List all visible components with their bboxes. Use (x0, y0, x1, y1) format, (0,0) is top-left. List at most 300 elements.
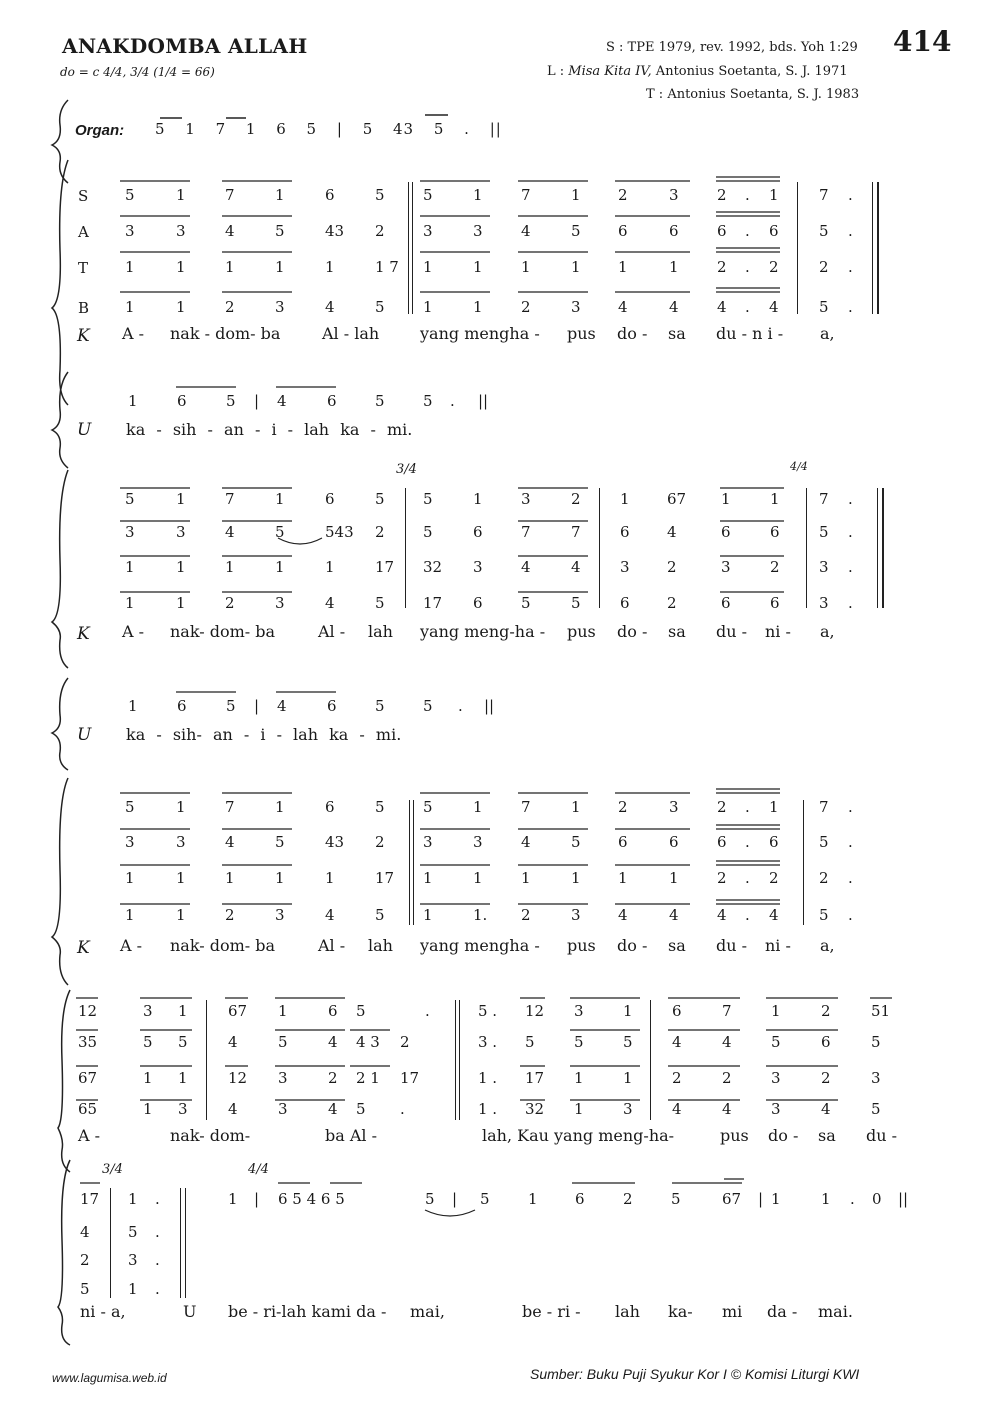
lyric-syllable: A - (120, 936, 143, 955)
r1-lyrics: ka - sih - an - i - lah ka - mi. (126, 420, 413, 439)
note: 6 (721, 523, 731, 541)
note: 1 (769, 186, 779, 204)
lyric-syllable: A - (122, 622, 145, 641)
note: 5 (819, 906, 829, 924)
lyric-syllable: sa (668, 324, 686, 343)
note: 5 (356, 1100, 366, 1118)
note: 3 (669, 186, 679, 204)
note: 1 (176, 258, 186, 276)
note: 5 (226, 697, 236, 715)
note: 1 (176, 594, 186, 612)
note: 2 (225, 594, 235, 612)
note: 1 (571, 186, 581, 204)
note: 3 (620, 558, 630, 576)
note: 1 (128, 1280, 138, 1298)
note: 67 (667, 490, 687, 508)
note: 2 (667, 558, 677, 576)
note: 1 (571, 869, 581, 887)
note: 4 (521, 558, 531, 576)
note: 3 (176, 523, 186, 541)
note: 2 (400, 1033, 410, 1051)
note: 5 (125, 490, 135, 508)
note: 1 (473, 490, 483, 508)
note: | (254, 697, 260, 715)
note: 1 (770, 490, 780, 508)
lyric-syllable: a, (820, 324, 835, 343)
note: 3 (571, 298, 581, 316)
note: 1 (275, 798, 285, 816)
note: 43 (325, 833, 345, 851)
note: 4 (717, 906, 727, 924)
note: 5 (275, 222, 285, 240)
note: 1 (571, 798, 581, 816)
note: 4 (328, 1100, 338, 1118)
note: . (848, 258, 853, 276)
note: 5 (819, 523, 829, 541)
lyric-syllable: do - (768, 1126, 799, 1145)
note: 1 (669, 869, 679, 887)
note: 3 (128, 1251, 138, 1269)
note: 5 (375, 697, 385, 715)
note: 65 (78, 1100, 98, 1118)
lyric-syllable: do - (617, 622, 648, 641)
note: 5 (423, 798, 433, 816)
note: 2 (821, 1002, 831, 1020)
note: 1 (225, 258, 235, 276)
note: 7 (819, 798, 829, 816)
note: 6 (473, 594, 483, 612)
note: 32 (423, 558, 443, 576)
note: 3 (278, 1069, 288, 1087)
note: 4 (618, 298, 628, 316)
note: 1 (176, 186, 186, 204)
note: 5 . (478, 1002, 498, 1020)
note: 1 (623, 1002, 633, 1020)
note: 4 (769, 298, 779, 316)
footer-website[interactable]: www.lagumisa.web.id (52, 1371, 167, 1385)
note: 3 (819, 594, 829, 612)
note: 1 (821, 1190, 831, 1208)
lyric-syllable: A - (122, 324, 145, 343)
lyric-syllable: a, (820, 622, 835, 641)
note: 17 (375, 869, 395, 887)
note: 5 (425, 1190, 435, 1208)
note: 6 (821, 1033, 831, 1051)
note: 1 (423, 258, 433, 276)
note: 5 (375, 906, 385, 924)
note: 2 (717, 186, 727, 204)
note: || (898, 1190, 909, 1208)
note: 2 (375, 833, 385, 851)
note: 7 (571, 523, 581, 541)
note: 3 (125, 523, 135, 541)
note: 17 (375, 558, 395, 576)
note: 1 7 (375, 258, 399, 276)
note: 3 (275, 594, 285, 612)
lyric-syllable: du - (716, 936, 748, 955)
note: 2 (717, 869, 727, 887)
note: . (745, 298, 750, 316)
note: . (745, 186, 750, 204)
note: 4 (672, 1100, 682, 1118)
note: 4 (328, 1033, 338, 1051)
lyric-syllable: A - (78, 1126, 101, 1145)
note: 5 (571, 222, 581, 240)
note: 1 (125, 594, 135, 612)
note: 4 (325, 298, 335, 316)
lyric-syllable: yang mengha - (420, 936, 540, 955)
note: 17 (423, 594, 443, 612)
note: . (848, 869, 853, 887)
note: 3 (721, 558, 731, 576)
note: 1 . (478, 1100, 498, 1118)
note: 6 (618, 833, 628, 851)
note: 5 (571, 594, 581, 612)
note: 3 (871, 1069, 881, 1087)
page-number: 414 (893, 25, 952, 58)
note: 2 1 (356, 1069, 380, 1087)
note: . (155, 1223, 160, 1241)
note: 3 (275, 906, 285, 924)
note: 5 (480, 1190, 490, 1208)
note: 5 (819, 222, 829, 240)
note: 2 (225, 906, 235, 924)
note: 6 (328, 1002, 338, 1020)
note: 3 (423, 222, 433, 240)
note: 6 (769, 222, 779, 240)
note: 1 (176, 298, 186, 316)
lyric-syllable: nak- dom- (170, 1126, 251, 1145)
note: 4 (821, 1100, 831, 1118)
note: 4 (228, 1033, 238, 1051)
note: 1 (618, 869, 628, 887)
note: 5 (356, 1002, 366, 1020)
lyric-syllable: lah, Kau yang meng-ha- (482, 1126, 675, 1145)
note: 1 (176, 558, 186, 576)
note: 5 (423, 523, 433, 541)
note: 1 (771, 1190, 781, 1208)
note: 5 (375, 798, 385, 816)
note: 67 (78, 1069, 98, 1087)
note: 1 (176, 906, 186, 924)
note: 5 (178, 1033, 188, 1051)
note: 6 (770, 523, 780, 541)
note: 1 (620, 490, 630, 508)
note: 5 (275, 523, 285, 541)
lyric-syllable: lah (368, 622, 393, 641)
note: 4 (672, 1033, 682, 1051)
note: 1 (423, 298, 433, 316)
note: 4 (325, 906, 335, 924)
lyric-syllable: Al - lah (322, 324, 380, 343)
note: 6 5 4 6 5 (278, 1190, 345, 1208)
lyric-syllable: mi (722, 1302, 743, 1321)
lyric-syllable: lah (368, 936, 393, 955)
note: 1 (473, 798, 483, 816)
note: 2 (819, 258, 829, 276)
note: 51 (871, 1002, 891, 1020)
note: 4 (669, 906, 679, 924)
note: 6 (669, 222, 679, 240)
organ-label: Organ: (75, 122, 125, 139)
note: 6 (721, 594, 731, 612)
note: 3 (278, 1100, 288, 1118)
note: 1 (574, 1100, 584, 1118)
note: | (758, 1190, 764, 1208)
note: 6 (325, 186, 335, 204)
note: | (254, 1190, 260, 1208)
note: 5 (423, 392, 433, 410)
note: 4 (277, 697, 287, 715)
lyric-syllable: be - ri - (522, 1302, 581, 1321)
note: . (745, 869, 750, 887)
note: 12 (78, 1002, 98, 1020)
note: . (848, 523, 853, 541)
note: 7 (225, 186, 235, 204)
lyric-syllable: mai, (410, 1302, 445, 1321)
note: 6 (717, 833, 727, 851)
note: 5 (128, 1223, 138, 1241)
note: 2 (819, 869, 829, 887)
tempo-key: do = c 4/4, 3/4 (1/4 = 66) (60, 65, 215, 79)
note: 3 (143, 1002, 153, 1020)
note: 5 (275, 833, 285, 851)
note: 1 (125, 298, 135, 316)
note: 5 (574, 1033, 584, 1051)
note: 1 (325, 869, 335, 887)
note: 1 (278, 1002, 288, 1020)
note: 4 3 (356, 1033, 380, 1051)
note: 1 (325, 558, 335, 576)
note: 1 (143, 1069, 153, 1087)
note: 5 (819, 298, 829, 316)
note: 1 (528, 1190, 538, 1208)
note: 6 (620, 523, 630, 541)
note: 7 (225, 798, 235, 816)
note: 35 (78, 1033, 98, 1051)
note: 3 (473, 558, 483, 576)
note: . (425, 1002, 430, 1020)
note: 4 (669, 298, 679, 316)
note: 4 (225, 222, 235, 240)
note: 6 (327, 697, 337, 715)
lyric-syllable: nak - dom- ba (170, 324, 281, 343)
note: 3 (125, 222, 135, 240)
song-title: ANAKDOMBA ALLAH (62, 34, 308, 58)
lyric-syllable: du - (716, 622, 748, 641)
note: 2 (375, 222, 385, 240)
note: || (478, 392, 489, 410)
note: 3 (473, 222, 483, 240)
lyric-syllable: sa (668, 936, 686, 955)
lyric-syllable: yang meng-ha - (420, 622, 546, 641)
note: || (484, 697, 495, 715)
time-sig-3-4-b: 3/4 (102, 1162, 123, 1177)
note: 5 (623, 1033, 633, 1051)
note: 4 (521, 833, 531, 851)
note: 2 (821, 1069, 831, 1087)
note: 5 (375, 490, 385, 508)
note: 6 (717, 222, 727, 240)
note: 1 (128, 697, 138, 715)
footer-source: Sumber: Buku Puji Syukur Kor I © Komisi Liturgi KWI (530, 1366, 860, 1382)
note: 2 (225, 298, 235, 316)
note: 5 (671, 1190, 681, 1208)
note: 1 (521, 869, 531, 887)
note: 1 (769, 798, 779, 816)
note: 5 (125, 186, 135, 204)
note: 1 (125, 258, 135, 276)
note: 3 (521, 490, 531, 508)
note: 1 (275, 558, 285, 576)
note: . (848, 298, 853, 316)
time-sig-4-4-b: 4/4 (248, 1162, 269, 1177)
note: 4 (80, 1223, 90, 1241)
note: 3 (571, 906, 581, 924)
note: 1 (143, 1100, 153, 1118)
lyric-syllable: ba Al - (325, 1126, 378, 1145)
note: 6 (669, 833, 679, 851)
note: 1 (176, 869, 186, 887)
note: 1 (176, 798, 186, 816)
lyric-syllable: nak- dom- ba (170, 936, 276, 955)
note: 3 . (478, 1033, 498, 1051)
note: . (745, 258, 750, 276)
note: 7 (819, 186, 829, 204)
note: . (400, 1100, 405, 1118)
note: . (745, 222, 750, 240)
lyric-syllable: U (183, 1302, 197, 1321)
note: 1 (473, 258, 483, 276)
note: 1 (225, 558, 235, 576)
note: 1 (178, 1002, 188, 1020)
note: 4 (228, 1100, 238, 1118)
lyric-syllable: nak- dom- ba (170, 622, 276, 641)
note: . (745, 906, 750, 924)
note: 4 (571, 558, 581, 576)
note: 17 (525, 1069, 545, 1087)
note: 67 (722, 1190, 742, 1208)
note: 6 (620, 594, 630, 612)
note: . (848, 594, 853, 612)
lyric-syllable: pus (567, 324, 596, 343)
note: 5 (771, 1033, 781, 1051)
note: 6 (325, 490, 335, 508)
note: 543 (325, 523, 354, 541)
note: 5 (871, 1033, 881, 1051)
note: 3 (125, 833, 135, 851)
note: 6 (618, 222, 628, 240)
note: 2 (672, 1069, 682, 1087)
lyric-syllable: a, (820, 936, 835, 955)
note: 7 (722, 1002, 732, 1020)
note: 7 (521, 798, 531, 816)
note: 3 (623, 1100, 633, 1118)
note: . (155, 1251, 160, 1269)
note: 6 (327, 392, 337, 410)
note: . (848, 798, 853, 816)
note: 3 (176, 222, 186, 240)
note: 5 (226, 392, 236, 410)
lyric-syllable: be - ri-lah kami da - (228, 1302, 387, 1321)
kantor-label-3: K (77, 938, 90, 958)
note: 1 (128, 1190, 138, 1208)
note: | (254, 392, 260, 410)
note: 1 (473, 869, 483, 887)
lyric-syllable: do - (617, 324, 648, 343)
note: 6 (672, 1002, 682, 1020)
note: 1 (423, 869, 433, 887)
note: 5 (525, 1033, 535, 1051)
note: 6 (325, 798, 335, 816)
note: 1. (473, 906, 488, 924)
organ-notes: 5 1 7 1 6 5 | 5 43 5 . || (155, 120, 502, 138)
note: 1 (571, 258, 581, 276)
note: . (848, 558, 853, 576)
note: 5 (521, 594, 531, 612)
note: 1 (228, 1190, 238, 1208)
lyric-syllable: Al - (318, 936, 346, 955)
note: 1 (771, 1002, 781, 1020)
note: 67 (228, 1002, 248, 1020)
note: 6 (575, 1190, 585, 1208)
note: . (155, 1280, 160, 1298)
note: 1 (423, 906, 433, 924)
note: 5 (423, 490, 433, 508)
note: 17 (400, 1069, 420, 1087)
note: 5 (375, 594, 385, 612)
note: 1 (721, 490, 731, 508)
note: 5 (571, 833, 581, 851)
note: 3 (574, 1002, 584, 1020)
note: . (850, 1190, 855, 1208)
kantor-label: K (77, 326, 90, 346)
note: 7 (819, 490, 829, 508)
umat-label: U (77, 420, 92, 440)
note: 3 (771, 1100, 781, 1118)
note: 3 (423, 833, 433, 851)
note: 1 (574, 1069, 584, 1087)
note: 4 (769, 906, 779, 924)
note: 5 (278, 1033, 288, 1051)
lyric-syllable: da - (767, 1302, 798, 1321)
text-credit: T : Antonius Soetanta, S. J. 1983 (646, 87, 860, 102)
note: 5 (375, 392, 385, 410)
note: 43 (325, 222, 345, 240)
voice-label-bass: B (78, 299, 90, 317)
note: 1 (669, 258, 679, 276)
note: 3 (275, 298, 285, 316)
lyric-syllable: ka- (668, 1302, 693, 1321)
note: 3 (473, 833, 483, 851)
note: 4 (717, 298, 727, 316)
lyric-syllable: lah (615, 1302, 640, 1321)
note: 4 (277, 392, 287, 410)
note: 1 (178, 1069, 188, 1087)
note: . (848, 222, 853, 240)
note: . (745, 798, 750, 816)
lyric-syllable: ni - a, (80, 1302, 126, 1321)
kantor-label-2: K (77, 624, 90, 644)
note: 2 (375, 523, 385, 541)
note: 3 (176, 833, 186, 851)
note: . (848, 833, 853, 851)
note: 6 (177, 697, 187, 715)
note: 2 (623, 1190, 633, 1208)
lyric-syllable: do - (617, 936, 648, 955)
note: 5 (423, 186, 433, 204)
note: 12 (228, 1069, 248, 1087)
